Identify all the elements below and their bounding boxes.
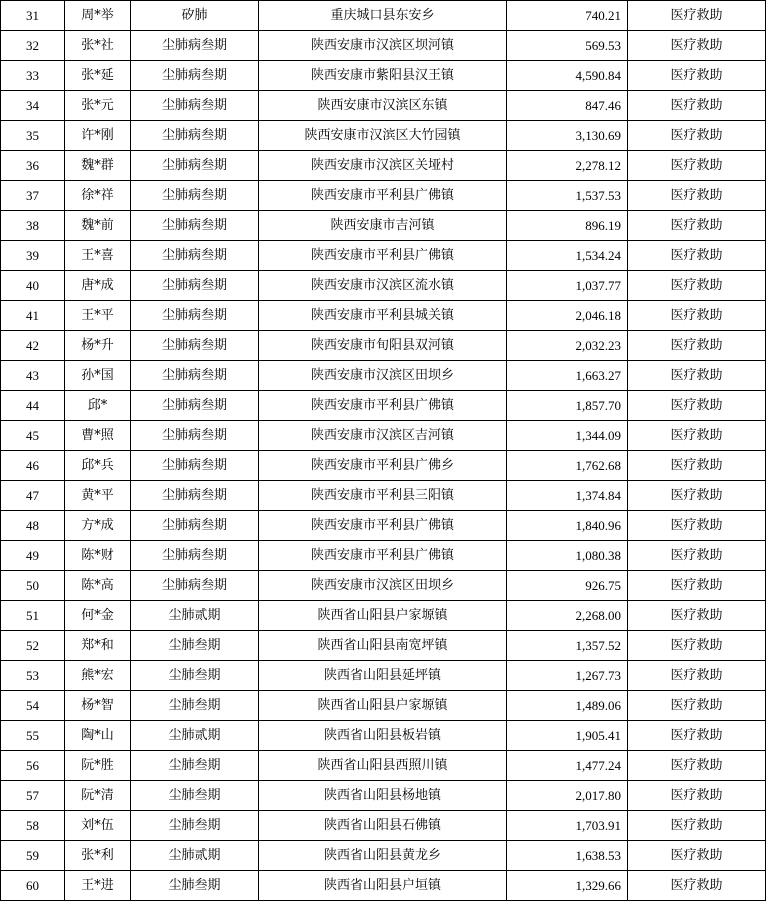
aid-type-cell: 医疗救助 xyxy=(628,151,766,181)
table-row xyxy=(1,721,766,751)
table-row xyxy=(1,541,766,571)
aid-type-cell: 医疗救助 xyxy=(628,811,766,841)
address-cell: 重庆城口县东安乡 xyxy=(259,1,507,31)
seq-number-cell: 31 xyxy=(1,1,65,31)
aid-type-cell: 医疗救助 xyxy=(628,601,766,631)
name-cell: 陶*山 xyxy=(65,721,131,751)
amount-cell: 1,534.24 xyxy=(507,241,628,271)
address-cell: 陕西安康市平利县广佛镇 xyxy=(259,541,507,571)
name-cell: 陈*财 xyxy=(65,541,131,571)
amount-cell: 1,489.06 xyxy=(507,691,628,721)
table-row xyxy=(1,181,766,211)
table-row xyxy=(1,781,766,811)
diagnosis-cell: 尘肺叁期 xyxy=(131,781,259,811)
name-cell: 阮*清 xyxy=(65,781,131,811)
name-cell: 方*成 xyxy=(65,511,131,541)
seq-number-cell: 60 xyxy=(1,871,65,901)
seq-number-cell: 59 xyxy=(1,841,65,871)
amount-cell: 1,477.24 xyxy=(507,751,628,781)
amount-cell: 1,840.96 xyxy=(507,511,628,541)
address-cell: 陕西安康市平利县广佛镇 xyxy=(259,241,507,271)
diagnosis-cell: 尘肺病叁期 xyxy=(131,181,259,211)
address-cell: 陕西安康市紫阳县汉王镇 xyxy=(259,61,507,91)
seq-number-cell: 43 xyxy=(1,361,65,391)
address-cell: 陕西省山阳县户家塬镇 xyxy=(259,691,507,721)
aid-type-cell: 医疗救助 xyxy=(628,91,766,121)
amount-cell: 926.75 xyxy=(507,571,628,601)
table-row xyxy=(1,421,766,451)
aid-type-cell: 医疗救助 xyxy=(628,31,766,61)
seq-number-cell: 41 xyxy=(1,301,65,331)
table-row xyxy=(1,841,766,871)
aid-type-cell: 医疗救助 xyxy=(628,751,766,781)
address-cell: 陕西省山阳县黄龙乡 xyxy=(259,841,507,871)
seq-number-cell: 58 xyxy=(1,811,65,841)
name-cell: 曹*照 xyxy=(65,421,131,451)
aid-type-cell: 医疗救助 xyxy=(628,631,766,661)
amount-cell: 847.46 xyxy=(507,91,628,121)
amount-cell: 2,046.18 xyxy=(507,301,628,331)
seq-number-cell: 40 xyxy=(1,271,65,301)
seq-number-cell: 46 xyxy=(1,451,65,481)
address-cell: 陕西安康市汉滨区田坝乡 xyxy=(259,571,507,601)
table-row xyxy=(1,211,766,241)
seq-number-cell: 53 xyxy=(1,661,65,691)
address-cell: 陕西省山阳县西照川镇 xyxy=(259,751,507,781)
amount-cell: 4,590.84 xyxy=(507,61,628,91)
aid-type-cell: 医疗救助 xyxy=(628,331,766,361)
address-cell: 陕西安康市汉滨区关垭村 xyxy=(259,151,507,181)
address-cell: 陕西安康市平利县广佛镇 xyxy=(259,181,507,211)
diagnosis-cell: 尘肺贰期 xyxy=(131,841,259,871)
aid-type-cell: 医疗救助 xyxy=(628,511,766,541)
address-cell: 陕西安康市汉滨区吉河镇 xyxy=(259,421,507,451)
table-row xyxy=(1,331,766,361)
name-cell: 孙*国 xyxy=(65,361,131,391)
address-cell: 陕西省山阳县南宽坪镇 xyxy=(259,631,507,661)
aid-type-cell: 医疗救助 xyxy=(628,481,766,511)
name-cell: 张*社 xyxy=(65,31,131,61)
table-row xyxy=(1,571,766,601)
seq-number-cell: 54 xyxy=(1,691,65,721)
aid-type-cell: 医疗救助 xyxy=(628,541,766,571)
aid-type-cell: 医疗救助 xyxy=(628,301,766,331)
aid-type-cell: 医疗救助 xyxy=(628,781,766,811)
table-row xyxy=(1,601,766,631)
name-cell: 杨*智 xyxy=(65,691,131,721)
table-row xyxy=(1,751,766,781)
diagnosis-cell: 尘肺叁期 xyxy=(131,631,259,661)
seq-number-cell: 52 xyxy=(1,631,65,661)
amount-cell: 2,032.23 xyxy=(507,331,628,361)
diagnosis-cell: 尘肺贰期 xyxy=(131,601,259,631)
diagnosis-cell: 尘肺叁期 xyxy=(131,661,259,691)
table-body xyxy=(1,1,766,901)
address-cell: 陕西安康市旬阳县双河镇 xyxy=(259,331,507,361)
address-cell: 陕西安康市平利县广佛乡 xyxy=(259,451,507,481)
aid-type-cell: 医疗救助 xyxy=(628,121,766,151)
table-row xyxy=(1,871,766,901)
address-cell: 陕西安康市平利县三阳镇 xyxy=(259,481,507,511)
table-row xyxy=(1,511,766,541)
address-cell: 陕西安康市平利县广佛镇 xyxy=(259,511,507,541)
seq-number-cell: 55 xyxy=(1,721,65,751)
diagnosis-cell: 尘肺病叁期 xyxy=(131,121,259,151)
name-cell: 黄*平 xyxy=(65,481,131,511)
seq-number-cell: 34 xyxy=(1,91,65,121)
diagnosis-cell: 尘肺病叁期 xyxy=(131,61,259,91)
diagnosis-cell: 尘肺病叁期 xyxy=(131,301,259,331)
diagnosis-cell: 尘肺病叁期 xyxy=(131,391,259,421)
name-cell: 张*元 xyxy=(65,91,131,121)
address-cell: 陕西安康市汉滨区大竹园镇 xyxy=(259,121,507,151)
address-cell: 陕西安康市汉滨区流水镇 xyxy=(259,271,507,301)
aid-type-cell: 医疗救助 xyxy=(628,871,766,901)
amount-cell: 1,762.68 xyxy=(507,451,628,481)
table-row xyxy=(1,661,766,691)
diagnosis-cell: 尘肺叁期 xyxy=(131,871,259,901)
seq-number-cell: 39 xyxy=(1,241,65,271)
diagnosis-cell: 尘肺病叁期 xyxy=(131,361,259,391)
table-row xyxy=(1,1,766,31)
aid-type-cell: 医疗救助 xyxy=(628,421,766,451)
name-cell: 王*平 xyxy=(65,301,131,331)
seq-number-cell: 32 xyxy=(1,31,65,61)
seq-number-cell: 36 xyxy=(1,151,65,181)
aid-type-cell: 医疗救助 xyxy=(628,571,766,601)
aid-type-cell: 医疗救助 xyxy=(628,721,766,751)
aid-type-cell: 医疗救助 xyxy=(628,391,766,421)
diagnosis-cell: 尘肺叁期 xyxy=(131,691,259,721)
seq-number-cell: 45 xyxy=(1,421,65,451)
amount-cell: 3,130.69 xyxy=(507,121,628,151)
amount-cell: 1,703.91 xyxy=(507,811,628,841)
table-row xyxy=(1,481,766,511)
name-cell: 唐*成 xyxy=(65,271,131,301)
amount-cell: 1,357.52 xyxy=(507,631,628,661)
diagnosis-cell: 尘肺病叁期 xyxy=(131,31,259,61)
name-cell: 王*进 xyxy=(65,871,131,901)
name-cell: 杨*升 xyxy=(65,331,131,361)
seq-number-cell: 42 xyxy=(1,331,65,361)
diagnosis-cell: 尘肺病叁期 xyxy=(131,91,259,121)
table-row xyxy=(1,691,766,721)
diagnosis-cell: 尘肺贰期 xyxy=(131,721,259,751)
amount-cell: 1,905.41 xyxy=(507,721,628,751)
amount-cell: 1,344.09 xyxy=(507,421,628,451)
name-cell: 陈*高 xyxy=(65,571,131,601)
table-row xyxy=(1,391,766,421)
seq-number-cell: 56 xyxy=(1,751,65,781)
diagnosis-cell: 尘肺病叁期 xyxy=(131,571,259,601)
amount-cell: 1,537.53 xyxy=(507,181,628,211)
amount-cell: 2,017.80 xyxy=(507,781,628,811)
amount-cell: 1,267.73 xyxy=(507,661,628,691)
diagnosis-cell: 尘肺病叁期 xyxy=(131,271,259,301)
amount-cell: 740.21 xyxy=(507,1,628,31)
name-cell: 许*刚 xyxy=(65,121,131,151)
diagnosis-cell: 尘肺病叁期 xyxy=(131,151,259,181)
diagnosis-cell: 尘肺病叁期 xyxy=(131,211,259,241)
address-cell: 陕西安康市汉滨区田坝乡 xyxy=(259,361,507,391)
name-cell: 邱* xyxy=(65,391,131,421)
diagnosis-cell: 尘肺病叁期 xyxy=(131,241,259,271)
address-cell: 陕西省山阳县板岩镇 xyxy=(259,721,507,751)
diagnosis-cell: 尘肺病叁期 xyxy=(131,451,259,481)
name-cell: 王*喜 xyxy=(65,241,131,271)
table-row xyxy=(1,61,766,91)
name-cell: 徐*祥 xyxy=(65,181,131,211)
seq-number-cell: 33 xyxy=(1,61,65,91)
diagnosis-cell: 尘肺病叁期 xyxy=(131,541,259,571)
diagnosis-cell: 尘肺叁期 xyxy=(131,751,259,781)
seq-number-cell: 47 xyxy=(1,481,65,511)
table-row xyxy=(1,31,766,61)
name-cell: 邱*兵 xyxy=(65,451,131,481)
address-cell: 陕西省山阳县石佛镇 xyxy=(259,811,507,841)
address-cell: 陕西省山阳县杨地镇 xyxy=(259,781,507,811)
diagnosis-cell: 尘肺病叁期 xyxy=(131,511,259,541)
address-cell: 陕西安康市平利县广佛镇 xyxy=(259,391,507,421)
seq-number-cell: 51 xyxy=(1,601,65,631)
table-row xyxy=(1,151,766,181)
aid-type-cell: 医疗救助 xyxy=(628,241,766,271)
address-cell: 陕西安康市吉河镇 xyxy=(259,211,507,241)
name-cell: 熊*宏 xyxy=(65,661,131,691)
address-cell: 陕西安康市汉滨区坝河镇 xyxy=(259,31,507,61)
seq-number-cell: 37 xyxy=(1,181,65,211)
name-cell: 阮*胜 xyxy=(65,751,131,781)
seq-number-cell: 35 xyxy=(1,121,65,151)
amount-cell: 1,663.27 xyxy=(507,361,628,391)
name-cell: 魏*群 xyxy=(65,151,131,181)
name-cell: 郑*和 xyxy=(65,631,131,661)
amount-cell: 1,857.70 xyxy=(507,391,628,421)
diagnosis-cell: 矽肺 xyxy=(131,1,259,31)
address-cell: 陕西省山阳县户垣镇 xyxy=(259,871,507,901)
aid-type-cell: 医疗救助 xyxy=(628,61,766,91)
aid-type-cell: 医疗救助 xyxy=(628,181,766,211)
table-row xyxy=(1,361,766,391)
table-row xyxy=(1,91,766,121)
address-cell: 陕西安康市汉滨区东镇 xyxy=(259,91,507,121)
aid-type-cell: 医疗救助 xyxy=(628,661,766,691)
address-cell: 陕西省山阳县户家塬镇 xyxy=(259,601,507,631)
name-cell: 刘*伍 xyxy=(65,811,131,841)
table-row xyxy=(1,121,766,151)
name-cell: 魏*前 xyxy=(65,211,131,241)
table-row xyxy=(1,631,766,661)
amount-cell: 896.19 xyxy=(507,211,628,241)
name-cell: 周*举 xyxy=(65,1,131,31)
seq-number-cell: 44 xyxy=(1,391,65,421)
seq-number-cell: 50 xyxy=(1,571,65,601)
aid-type-cell: 医疗救助 xyxy=(628,451,766,481)
seq-number-cell: 48 xyxy=(1,511,65,541)
amount-cell: 1,329.66 xyxy=(507,871,628,901)
amount-cell: 1,638.53 xyxy=(507,841,628,871)
seq-number-cell: 49 xyxy=(1,541,65,571)
address-cell: 陕西省山阳县延坪镇 xyxy=(259,661,507,691)
amount-cell: 569.53 xyxy=(507,31,628,61)
table-row xyxy=(1,241,766,271)
table-row xyxy=(1,301,766,331)
aid-type-cell: 医疗救助 xyxy=(628,211,766,241)
aid-type-cell: 医疗救助 xyxy=(628,1,766,31)
aid-type-cell: 医疗救助 xyxy=(628,271,766,301)
table-row xyxy=(1,811,766,841)
table-row xyxy=(1,271,766,301)
seq-number-cell: 57 xyxy=(1,781,65,811)
table-row xyxy=(1,451,766,481)
name-cell: 张*延 xyxy=(65,61,131,91)
amount-cell: 2,268.00 xyxy=(507,601,628,631)
address-cell: 陕西安康市平利县城关镇 xyxy=(259,301,507,331)
name-cell: 张*利 xyxy=(65,841,131,871)
amount-cell: 1,080.38 xyxy=(507,541,628,571)
amount-cell: 1,374.84 xyxy=(507,481,628,511)
aid-type-cell: 医疗救助 xyxy=(628,841,766,871)
seq-number-cell: 38 xyxy=(1,211,65,241)
amount-cell: 2,278.12 xyxy=(507,151,628,181)
diagnosis-cell: 尘肺病叁期 xyxy=(131,331,259,361)
aid-type-cell: 医疗救助 xyxy=(628,361,766,391)
diagnosis-cell: 尘肺病叁期 xyxy=(131,481,259,511)
diagnosis-cell: 尘肺病叁期 xyxy=(131,421,259,451)
aid-type-cell: 医疗救助 xyxy=(628,691,766,721)
name-cell: 何*金 xyxy=(65,601,131,631)
diagnosis-cell: 尘肺叁期 xyxy=(131,811,259,841)
amount-cell: 1,037.77 xyxy=(507,271,628,301)
